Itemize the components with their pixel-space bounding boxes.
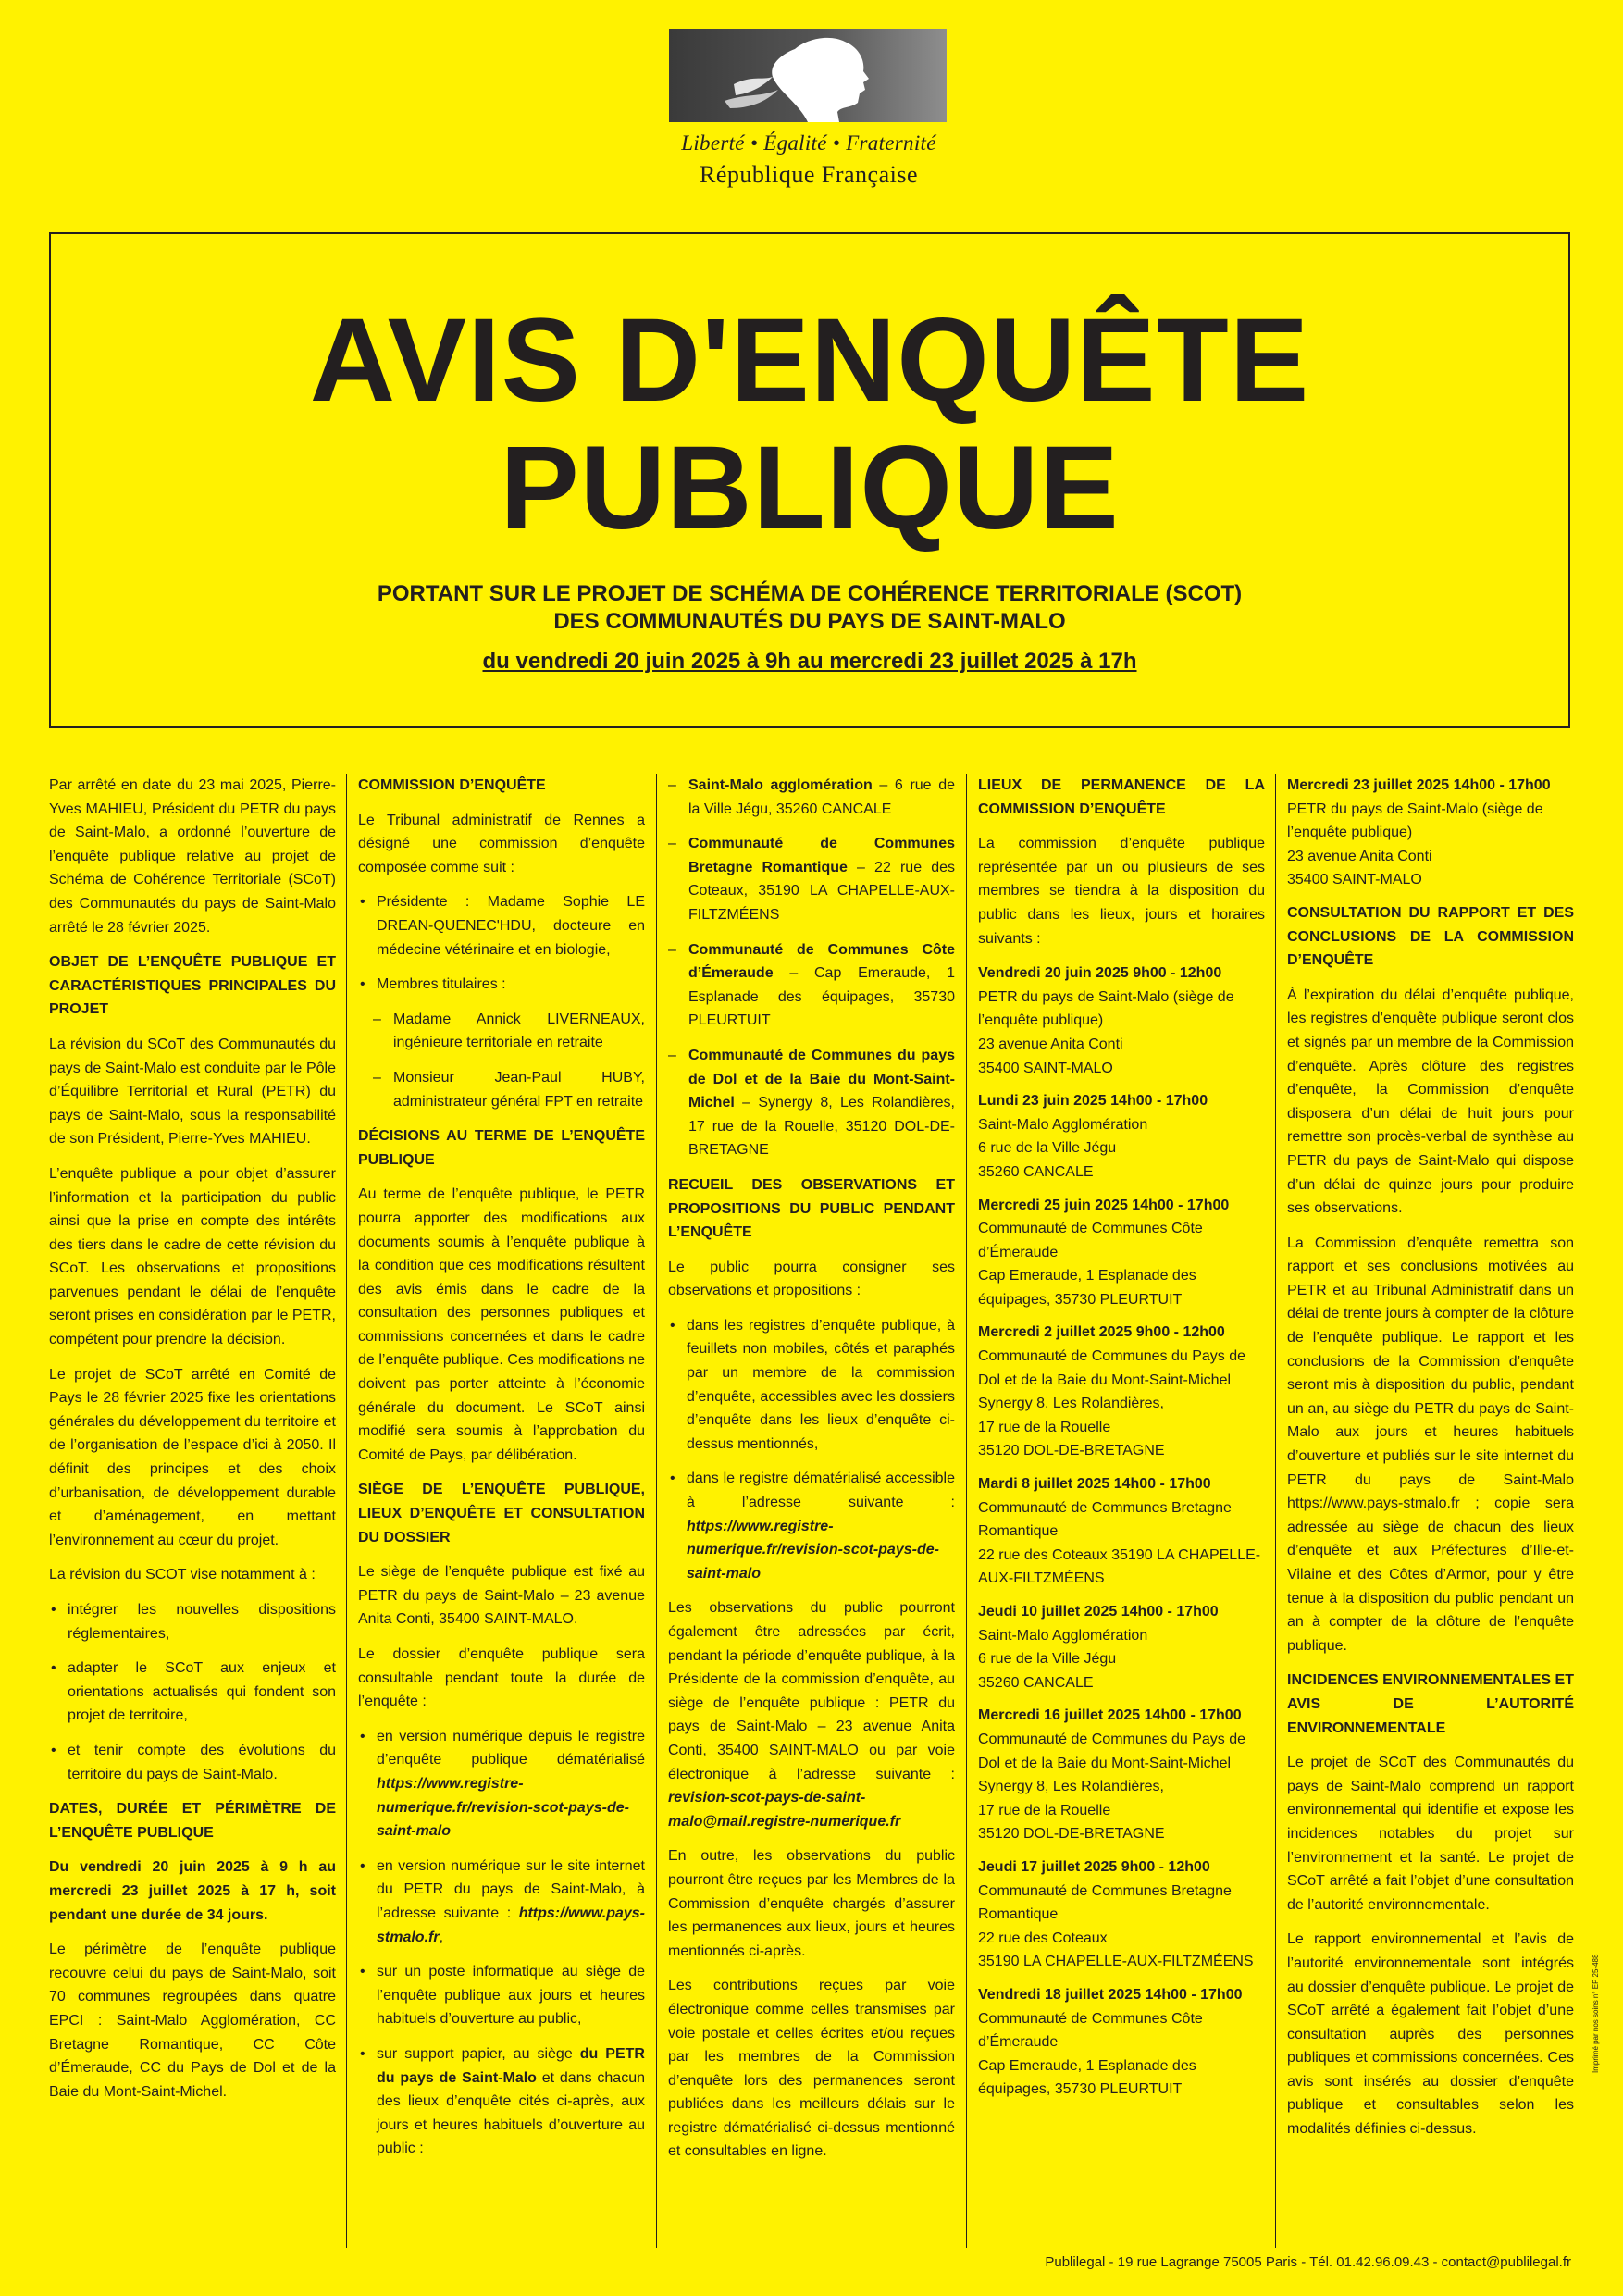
permanence-date: Jeudi 17 juillet 2025 9h00 - 12h00 [978,1858,1210,1875]
permanence-item [978,962,1265,1080]
paragraph: Le siège de l’enquête publique est fixé au PETR du pays de Saint-Malo – 23 avenue Anita Conti, 35400 SAINT-MALO. [358,1564,645,1628]
observations-list [668,1314,955,1586]
email-link[interactable]: revision-scot-pays-de-saint-malo@mail.registre-numerique.fr [668,1790,901,1830]
permanence-line: Communauté de Communes Bretagne Romantique [978,1499,1232,1540]
registre-link[interactable]: https://www.registre-numerique.fr/revision-scot-pays-de-saint-malo [377,1775,629,1840]
paragraph: Le public pourra consigner ses observations et propositions : [668,1259,955,1299]
section-heading-siege: SIÈGE DE L’ENQUÊTE PUBLIQUE, LIEUX D’ENQUÊTE ET CONSULTATION DU DOSSIER [358,1482,645,1545]
paragraph: Le rapport environnemental et l’avis de l’autorité environnementale sont intégrés au dossier d’enquête publique. Le projet de SCoT arrêté a également fait l’objet d’une consultation auprès des personnes publiques et commissions concernées. Ces avis sont insérés au dossier d’enquête publique et consultables selon les modalités définies ci-dessus. [1287,1931,1574,2138]
list-item: • et tenir compte des évolutions du territoire du pays de Saint-Malo. [49,1739,336,1786]
permanence-line: Cap Emeraude, 1 Esplanade des équipages, 35730 PLEURTUIT [978,2057,1196,2098]
text: en version numérique depuis le registre d’enquête publique dématérialisé [377,1728,645,1769]
permanences-list [978,962,1265,2102]
permanence-line: Communauté de Communes Bretagne Romantique [978,1882,1232,1923]
permanence-item [978,1600,1265,1694]
list-item: • dans les registres d’enquête publique, à feuillets non mobiles, côtés et paraphés par un membre de la commission d’enquête, accessibles avec les dossiers d’enquête dans les lieux d’enquête ci-dessus mentionnés, [668,1314,955,1457]
motto: Liberté • Égalité • Fraternité [681,131,936,155]
permanence-item [978,1472,1265,1591]
permanence-date: Lundi 23 juin 2025 14h00 - 17h00 [978,1093,1208,1110]
permanence-date: Vendredi 20 juin 2025 9h00 - 12h00 [978,965,1222,982]
section-heading-recueil: RECUEIL DES OBSERVATIONS ET PROPOSITIONS DU PUBLIC PENDANT L’ENQUÊTE [668,1176,955,1241]
permanence-line: 35120 DOL-DE-BRETAGNE [978,1443,1165,1459]
permanence-line: 23 avenue Anita Conti [1287,848,1432,864]
text: – 22 rue des Coteaux, 35190 LA CHAPELLE-AUX-FILTZMÉENS [688,859,956,923]
permanence-item [978,1983,1265,2102]
commission-list [358,890,645,996]
text: – Cap Emeraude, 1 Esplanade des équipages, 35730 PLEURTUIT [688,965,955,1029]
list-item: • Présidente : Madame Sophie LE DREAN-QUENEC'HDU, docteure en médecine vétérinaire et en biologie, [358,890,645,962]
section-heading-incidences: INCIDENCES ENVIRONNEMENTALES ET AVIS DE L’AUTORITÉ ENVIRONNEMENTALE [1287,1672,1574,1736]
column-divider [966,774,967,2248]
consultation-list [358,1725,645,2161]
text: sur support papier, au siège [377,2045,573,2062]
republique-logo [669,29,948,189]
text: dans le registre dématérialisé accessible à l’adresse suivante : [687,1471,955,1511]
permanence-line: Communauté de Communes du Pays de Dol et de la Baie du Mont-Saint-Michel [978,1348,1246,1388]
section-heading-permanences: LIEUX DE PERMANENCE DE LA COMMISSION D’ENQUÊTE [978,777,1265,817]
paragraph: Le Tribunal administratif de Rennes a désigné une commission d’enquête composée comme suit : [358,812,645,875]
permanence-date: Mardi 8 juillet 2025 14h00 - 17h00 [978,1476,1211,1493]
paragraph: Les contributions reçues par voie électronique comme celles transmises par voie postale et celles écrites et/ou reçues par les membres de la Commission d’enquête lors des permanences seront publiées dans les meilleurs délais sur le registre dématérialisé ci-dessus mentionné et consultables en ligne. [668,1978,955,2160]
permanence-line: Communauté de Communes Côte d’Émeraude [978,1221,1203,1260]
permanence-item [978,1704,1265,1846]
text: – Synergy 8, Les Rolandières, 17 rue de la Rouelle, 35120 DOL-DE-BRETAGNE [688,1095,955,1159]
permanence-line: Saint-Malo Agglomération [978,1116,1148,1133]
permanence-line: 35400 SAINT-MALO [978,1060,1113,1076]
list-item [358,1725,645,1843]
permanence-line: PETR du pays de Saint-Malo (siège de l’enquête publique) [1287,800,1543,841]
text: Les observations du public pourront également être adressées par écrit, pendant la période d’enquête publique, à la Présidente de la commission d’enquête, au siège de l’enquête publique : PETR du pays de Saint-Malo – 23 avenue Anita Conti, 35400 SAINT-MALO ou par voie électronique à l’adresse suivante : [668,1600,955,1782]
paragraph [668,1596,955,1833]
permanence-date: Vendredi 18 juillet 2025 14h00 - 17h00 [978,1986,1243,2003]
revision-goals-list [49,1598,336,1786]
registre-link[interactable]: https://www.registre-numerique.fr/revision-scot-pays-de-saint-malo [687,1518,939,1582]
list-item-label: Membres titulaires : [377,976,506,993]
paragraph: Au terme de l’enquête publique, le PETR pourra apporter des modifications aux documents soumis à l’enquête publique à la condition que ces modifications résultent des avis émis dans le cadre de la consultation des personnes publiques et commissions concernées et dans le cadre de l’enquête publique. Ces modifications ne doivent pas porter atteinte à l’économie générale du document. Le SCoT ainsi modifié sera soumis à l’approbation du Comité de Pays, par délibération. [358,1186,645,1463]
permanence-line: 17 rue de la Rouelle [978,1419,1111,1435]
title-line-1: AVIS D'ENQUÊTE [309,294,1310,427]
list-item [668,1467,955,1585]
column-2 [358,774,645,2172]
permanence-line: 35190 LA CHAPELLE-AUX-FILTZMÉENS [978,1954,1254,1970]
permanence-line: Saint-Malo Agglomération [978,1627,1148,1644]
list-item: – Monsieur Jean-Paul HUBY, administrateur général FPT en retraite [373,1066,645,1113]
paragraph: Le projet de SCoT arrêté en Comité de Pays le 28 février 2025 fixe les orientations générales du développement du territoire et de l’organisation de l’espace d’ici à 2050. Il définit des principes et des choix d’urbanisation, de développement durable et d’aménagement, en mettant l’environnement au cœur du projet. [49,1366,336,1548]
permanence-date: Mercredi 25 juin 2025 14h00 - 17h00 [978,1197,1230,1213]
permanence-line: Synergy 8, Les Rolandières, [978,1779,1164,1795]
permanence-line: 35260 CANCALE [978,1163,1094,1180]
paragraph: La révision du SCOT vise notamment à : [49,1567,316,1583]
column-4 [978,774,1265,2111]
column-1 [49,774,336,2115]
permanence-item [978,1194,1265,1312]
paragraph: Le périmètre de l’enquête publique recouvre celui du pays de Saint-Malo, soit 70 communes regroupées dans quatre EPCI : Saint-Malo Agglomération, CC Bretagne Romantique, CC Côte d’Émeraude, CC du Pays de Dol et de la Baie du Mont-Saint-Michel. [49,1942,336,2100]
permanence-line: PETR du pays de Saint-Malo (siège de l’enquête publique) [978,988,1234,1029]
paragraph: En outre, les observations du public pourront être reçues par les Membres de la Commission d’enquête chargés d’assurer les permanences aux lieux, jours et heures mentionnés ci-après. [668,1848,955,1959]
text-bold: Communauté de Communes du pays de Dol et de la Baie du Mont-Saint-Michel [688,1047,955,1111]
list-item [358,2042,645,2161]
permanence-item [1287,774,1574,892]
list-item [358,973,645,997]
members-list [373,1008,645,1113]
list-item [668,1044,955,1162]
inquiry-places-list [668,774,955,1162]
title-box [49,232,1570,728]
permanence-item [978,1089,1265,1184]
paragraph: La commission d’enquête publique représentée par un ou plusieurs de ses membres se tiendra à la disposition du public dans les lieux, jours et horaires suivants : [978,836,1265,947]
column-3 [668,774,955,2175]
section-heading-objet: OBJET DE L’ENQUÊTE PUBLIQUE ET CARACTÉRISTIQUES PRINCIPALES DU PROJET [49,954,336,1018]
print-mention: Imprimé par nos soins n° EP 25-488 [1592,1954,1600,2073]
list-item: • en version numérique sur le site internet du PETR du pays de Saint-Malo, à l’adresse suivante : https://www.pays-stmalo.fr, [358,1855,645,1949]
title-line-2: PUBLIQUE [500,422,1120,554]
list-item [668,938,955,1033]
list-item: • intégrer les nouvelles dispositions réglementaires, [49,1598,336,1645]
permanence-line: 6 rue de la Ville Jégu [978,1140,1117,1157]
paragraph: À l’expiration du délai d’enquête publique, les registres d’enquête publique seront clos et signés par un membre de la Commission d’enquête. Après clôture des registres d’enquête, la Commission d’enquête disposera d’un délai de huit jours pour remettre son procès-verbal de synthèse au PETR du pays de Saint-Malo qui dispose d’un délai de quinze jours pour produire ses observations. [1287,987,1574,1217]
text-bold: du PETR du pays de Saint-Malo [377,2045,645,2086]
text: en version numérique sur le site internet du PETR du pays de Saint-Malo, à l’adresse suivante : [377,1857,645,1921]
paragraph: La Commission d’enquête remettra son rapport et ses conclusions motivées au PETR et au Tribunal Administratif dans un délai de trente jours à compter de la clôture de l’enquête publique. Le rapport et les conclusions de la Commission d’enquête seront mis à disposition du public, pendant un an, au siège du PETR du pays de Saint-Malo aux jours et heures habituels d’ouverture et publiés sur le site internet du PETR du pays de Saint-Malo https://www.pays-stmalo.fr ; copie sera adressée au siège de chacun des lieux d’enquête et aux Préfectures d’Ille-et-Vilaine et des Côtes d’Armor, pour y être tenue à la disposition du public pendant un an à compter de la clôture de l’enquête publique. [1287,1235,1574,1654]
permanence-line: 23 avenue Anita Conti [978,1036,1123,1052]
paragraph: L’enquête publique a pour objet d’assurer l’information et la participation du public ainsi que la prise en compte des intérêts des tiers dans le cadre de cette révision du SCoT. Les observations et propositions parvenues pendant le délai de l’enquête seront prises en considération par le PETR, compétent pour prendre la décision. [49,1165,336,1348]
text: et dans chacun des lieux d’enquête cités ci-après, aux jours et heures habituels d’ouverture au public : [377,2069,645,2157]
column-divider [346,774,347,2248]
permanence-line: Communauté de Communes Côte d’Émeraude [978,2010,1203,2051]
permanence-date: Mercredi 2 juillet 2025 9h00 - 12h00 [978,1324,1225,1341]
section-heading-rapport: CONSULTATION DU RAPPORT ET DES CONCLUSIONS DE LA COMMISSION D’ENQUÊTE [1287,904,1574,969]
permanence-item [978,1855,1265,1974]
paragraph: Le dossier d’enquête publique sera consultable pendant toute la durée de l’enquête : [358,1646,645,1710]
subtitle-line-1: PORTANT SUR LE PROJET DE SCHÉMA DE COHÉRENCE TERRITORIALE (SCOT) [377,581,1243,606]
column-divider [1275,774,1276,2248]
list-item: • sur un poste informatique au siège de l’enquête publique aux jours et heures habituels d’ouverture au public, [358,1960,645,2031]
column-divider [656,774,657,2248]
list-item: – Madame Annick LIVERNEAUX, ingénieure territoriale en retraite [373,1008,645,1055]
permanence-line: Synergy 8, Les Rolandières, [978,1396,1164,1412]
permanence-line: Cap Emeraude, 1 Esplanade des équipages, 35730 PLEURTUIT [978,1268,1196,1308]
section-heading-dates: DATES, DURÉE ET PÉRIMÈTRE DE L’ENQUÊTE PUBLIQUE [49,1801,336,1841]
permanence-line: 35400 SAINT-MALO [1287,872,1422,888]
marianne-logo-icon [669,29,947,122]
permanence-line: Communauté de Communes du Pays de Dol et de la Baie du Mont-Saint-Michel [978,1731,1246,1771]
permanence-date: Mercredi 16 juillet 2025 14h00 - 17h00 [978,1707,1242,1724]
footer-publisher: Publilegal - 19 rue Lagrange 75005 Paris - Tél. 01.42.96.09.43 - contact@publilegal.fr [1045,2254,1571,2270]
text: – 6 rue de la Ville Jégu, 35260 CANCALE [688,777,956,817]
column-5 [1287,774,1574,2153]
text-bold: Communauté de Communes Côte d’Émeraude [688,941,955,982]
permanence-line: 17 rue de la Rouelle [978,1802,1111,1818]
paragraph-dates-bold: Du vendredi 20 juin 2025 à 9 h au mercredi 23 juillet 2025 à 17 h, soit pendant une durée de 34 jours. [49,1859,336,1923]
section-heading-commission: COMMISSION D’ENQUÊTE [358,777,546,793]
republique-francaise: République Française [700,161,918,188]
subtitle [51,580,1568,636]
list-item [668,774,955,821]
intro-paragraph: Par arrêté en date du 23 mai 2025, Pierre-Yves MAHIEU, Président du PETR du pays de Saint-Malo, a ordonné l’ouverture de l’enquête publique relative au projet de Schéma de Cohérence Territoriale (SCoT) des Communautés du pays de Saint-Malo arrêté le 28 février 2025. [49,777,336,936]
permanence-line: 22 rue des Coteaux [978,1930,1108,1946]
paragraph: La révision du SCoT des Communautés du pays de Saint-Malo est conduite par le Pôle d’Équilibre Territorial et Rural (PETR) du pays de Saint-Malo, sous la responsabilité de son Président, Pierre-Yves MAHIEU. [49,1036,336,1148]
section-heading-decisions: DÉCISIONS AU TERME DE L’ENQUÊTE PUBLIQUE [358,1128,645,1168]
subtitle-line-2: DES COMMUNAUTÉS DU PAYS DE SAINT-MALO [553,609,1066,634]
permanence-line: 35120 DOL-DE-BRETAGNE [978,1826,1165,1843]
text-bold: Saint-Malo agglomération [688,777,873,793]
permanence-line: 35260 CANCALE [978,1674,1094,1691]
permanence-line: 6 rue de la Ville Jégu [978,1651,1117,1668]
permanence-date: Mercredi 23 juillet 2025 14h00 - 17h00 [1287,777,1551,793]
pays-stmalo-link[interactable]: https://www.pays-stmalo.fr [377,1905,645,1945]
paragraph: Le projet de SCoT des Communautés du pays de Saint-Malo comprend un rapport environnemental qui identifie et expose les incidences notables du projet sur l’environnement et la santé. Le projet de SCoT arrêté a fait l’objet d’une consultation de l’autorité environnementale. [1287,1755,1574,1913]
inquiry-dates: du vendredi 20 juin 2025 à 9h au mercredi 23 juillet 2025 à 17h [482,649,1137,674]
main-title [51,294,1568,554]
list-item: • adapter le SCoT aux enjeux et orientations actualisés qui fondent son projet de territoire, [49,1657,336,1728]
text-bold: Communauté de Communes Bretagne Romantique [688,836,955,875]
list-item [668,832,955,926]
permanence-date: Jeudi 10 juillet 2025 14h00 - 17h00 [978,1604,1219,1620]
permanence-item [978,1321,1265,1463]
permanence-line: 22 rue des Coteaux 35190 LA CHAPELLE-AUX-FILTZMÉENS [978,1546,1261,1587]
